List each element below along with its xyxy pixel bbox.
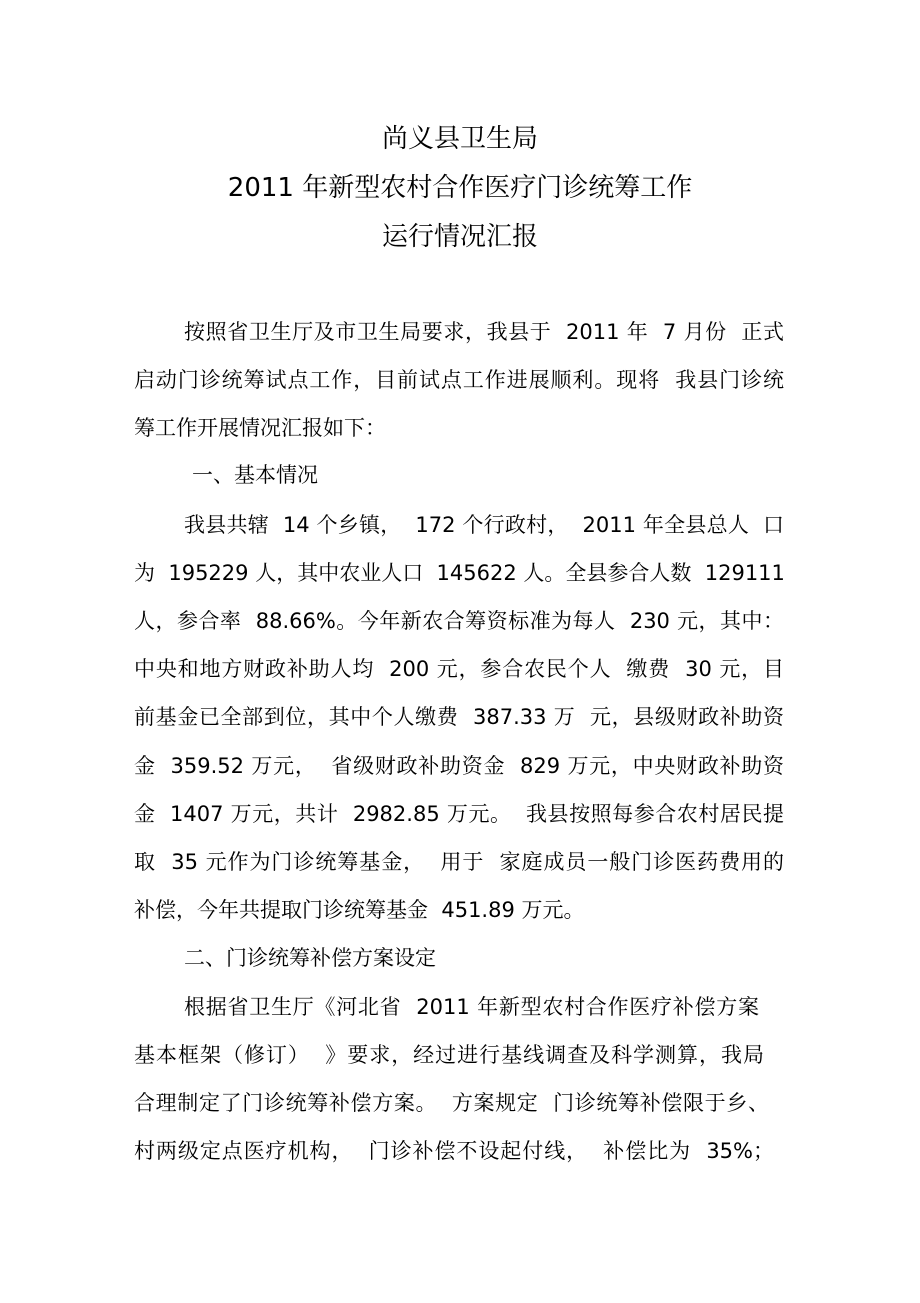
document-title-report: 运行情况汇报 [381, 222, 538, 252]
section1-line: 为 195229 人，其中农业人口 145622 人。全县参合人数 129111 [134, 561, 785, 585]
section-heading-compensation-plan: 二、门诊统筹补偿方案设定 [184, 946, 436, 970]
section1-line: 取 35 元作为门诊统筹基金， 用于 家庭成员一般门诊医药费用的 [134, 850, 784, 874]
section1-line: 金 359.52 万元， 省级财政补助资金 829 万元，中央财政补助资 [134, 754, 784, 778]
document-title-subject: 2011 年新型农村合作医疗门诊统筹工作 [227, 173, 693, 203]
section1-line: 金 1407 万元，共计 2982.85 万元。 我县按照每参合农村居民提 [134, 802, 784, 826]
section1-line: 补偿，今年共提取门诊统筹基金 451.89 万元。 [134, 898, 585, 922]
section2-line: 村两级定点医疗机构， 门诊补偿不设起付线， 补偿比为 35%； [134, 1139, 774, 1163]
intro-line: 筹工作开展情况汇报如下： [134, 416, 386, 440]
intro-line: 按照省卫生厅及市卫生局要求，我县于 2011 年 7 月份 正式 [184, 320, 784, 344]
section1-line: 中央和地方财政补助人均 200 元，参合农民个人 缴费 30 元，目 [134, 657, 784, 681]
section1-line: 人，参合率 88.66%。今年新农合筹资标准为每人 230 元，其中： [134, 609, 784, 633]
section2-line: 基本框架（修订） 》要求，经过进行基线调查及科学测算，我局 [134, 1043, 764, 1067]
section1-line: 前基金已全部到位，其中个人缴费 387.33 万 元，县级财政补助资 [134, 705, 784, 729]
section1-line: 我县共辖 14 个乡镇， 172 个行政村， 2011 年全县总人 口 [184, 513, 784, 537]
section-heading-basic-situation: 一、基本情况 [192, 463, 318, 487]
section2-line: 根据省卫生厅《河北省 2011 年新型农村合作医疗补偿方案 [184, 995, 759, 1019]
document-title-org: 尚义县卫生局 [381, 124, 538, 154]
section2-line: 合理制定了门诊统筹补偿方案。 方案规定 门诊统筹补偿限于乡、 [134, 1091, 769, 1115]
intro-line: 启动门诊统筹试点工作，目前试点工作进展顺利。现将 我县门诊统 [134, 368, 784, 392]
